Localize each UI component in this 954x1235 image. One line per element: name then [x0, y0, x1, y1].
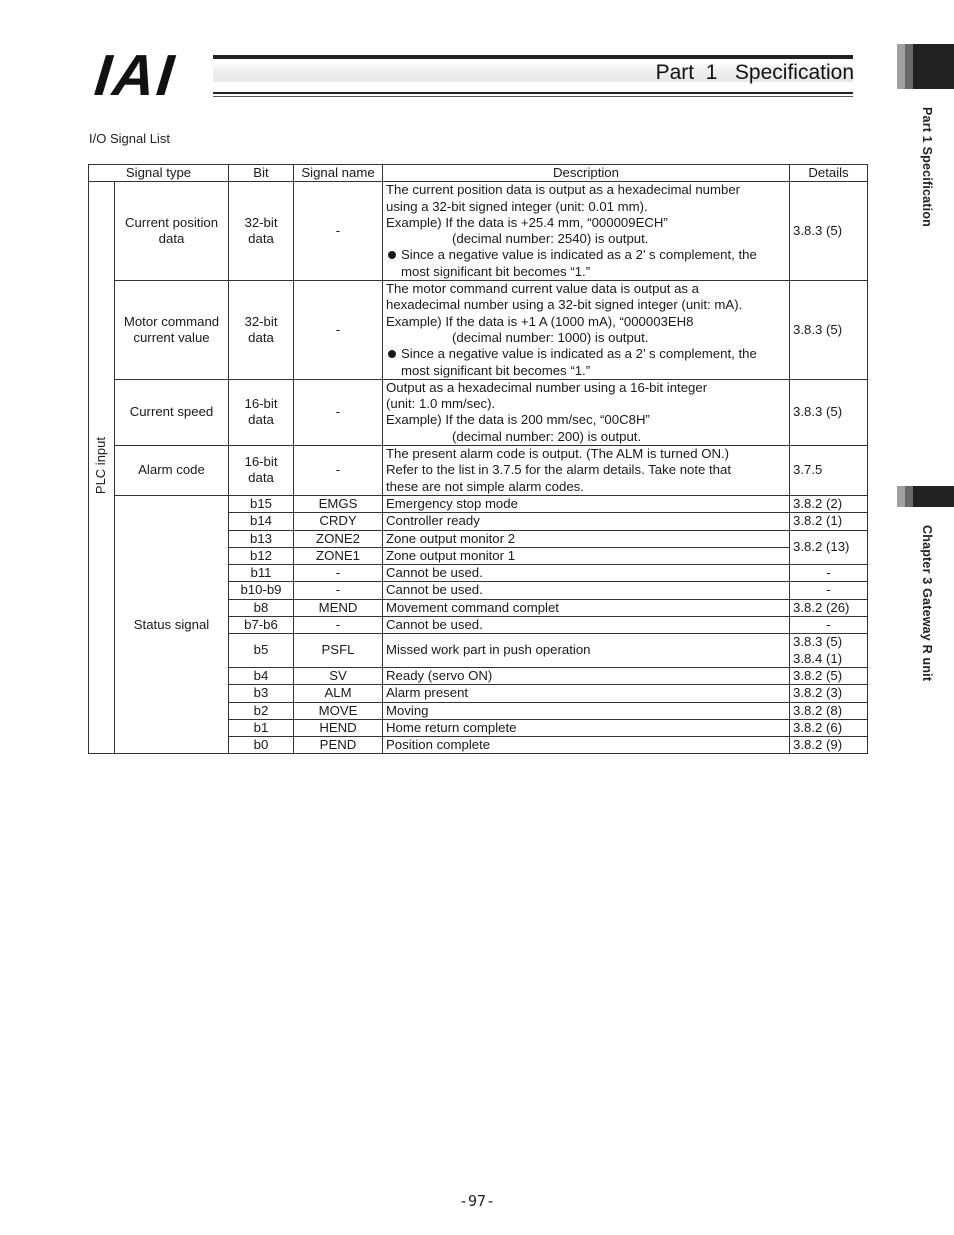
details-cell: 3.7.5 — [790, 446, 868, 496]
io-signal-table — [88, 164, 868, 754]
details-cell: 3.8.2 (2) — [790, 495, 868, 512]
signal-name-cell: - — [294, 565, 383, 582]
signal-type-cell: Current position data — [115, 182, 229, 281]
signal-type-cell-status: Status signal — [115, 495, 229, 753]
details-cell: 3.8.2 (6) — [790, 719, 868, 736]
signal-name-cell: - — [294, 281, 383, 380]
side-tab-marker-part — [897, 44, 954, 89]
details-cell: 3.8.2 (5) — [790, 667, 868, 684]
signal-name-cell: - — [294, 582, 383, 599]
signal-name-cell: - — [294, 617, 383, 634]
signal-name-cell: EMGS — [294, 495, 383, 512]
details-cell: 3.8.3 (5) 3.8.4 (1) — [790, 634, 868, 668]
bit-cell: b5 — [229, 634, 294, 668]
bit-cell: b8 — [229, 599, 294, 616]
header-rule-bottom — [213, 92, 853, 94]
description-cell: Movement command complet — [383, 599, 790, 616]
description-cell: The current position data is output as a hexadecimal number using a 32-bit signed integer (unit: 0.01 mm). Example) If the data is +25.4 mm, “000009ECH” (decimal number: 2540) is output. Since a negative value is indicated as a 2’ s complement, the most significant bit becomes “1.” — [383, 182, 790, 281]
table-row — [89, 379, 868, 445]
description-cell: Cannot be used. — [383, 565, 790, 582]
page-number: -97- — [458, 1192, 496, 1210]
signal-name-cell: - — [294, 182, 383, 281]
bullet-icon — [388, 350, 396, 358]
table-row — [89, 495, 868, 512]
side-tab-part-label: Part 1 Specification — [920, 107, 934, 228]
signal-type-cell: Motor command current value — [115, 281, 229, 380]
bit-cell: 16-bit data — [229, 379, 294, 445]
signal-name-cell: CRDY — [294, 513, 383, 530]
table-row — [89, 281, 868, 380]
bit-cell: b12 — [229, 547, 294, 564]
details-cell: 3.8.3 (5) — [790, 182, 868, 281]
description-cell: Cannot be used. — [383, 617, 790, 634]
signal-name-cell: PSFL — [294, 634, 383, 668]
header-signal-name: Signal name — [294, 165, 383, 182]
details-cell: 3.8.3 (5) — [790, 379, 868, 445]
description-cell: Cannot be used. — [383, 582, 790, 599]
iai-logo: IAI — [91, 43, 179, 108]
signal-name-cell: - — [294, 446, 383, 496]
signal-name-cell: SV — [294, 667, 383, 684]
description-cell: Emergency stop mode — [383, 495, 790, 512]
bit-cell: 32-bit data — [229, 281, 294, 380]
description-cell: Ready (servo ON) — [383, 667, 790, 684]
signal-name-cell: PEND — [294, 737, 383, 754]
description-cell: Alarm present — [383, 685, 790, 702]
description-cell: Zone output monitor 1 — [383, 547, 790, 564]
bullet-icon — [388, 251, 396, 259]
page-title: Part 1 Specification — [655, 61, 854, 84]
bit-cell: b1 — [229, 719, 294, 736]
header-signal-type: Signal type — [89, 165, 229, 182]
header-details: Details — [790, 165, 868, 182]
signal-type-cell: Alarm code — [115, 446, 229, 496]
bit-cell: b11 — [229, 565, 294, 582]
table-header-row — [89, 165, 868, 182]
bit-cell: b15 — [229, 495, 294, 512]
header-description: Description — [383, 165, 790, 182]
bit-cell: b10-b9 — [229, 582, 294, 599]
bit-cell: 16-bit data — [229, 446, 294, 496]
details-cell: 3.8.2 (9) — [790, 737, 868, 754]
bit-cell: b3 — [229, 685, 294, 702]
description-cell: Home return complete — [383, 719, 790, 736]
details-cell: 3.8.2 (8) — [790, 702, 868, 719]
signal-name-cell: ALM — [294, 685, 383, 702]
signal-name-cell: ZONE2 — [294, 530, 383, 547]
details-cell: 3.8.2 (1) — [790, 513, 868, 530]
group-label-plc-input: PLC input — [89, 182, 115, 754]
description-cell: Zone output monitor 2 — [383, 530, 790, 547]
table-row — [89, 446, 868, 496]
details-cell: 3.8.2 (13) — [790, 530, 868, 565]
signal-name-cell: MEND — [294, 599, 383, 616]
bit-cell: b0 — [229, 737, 294, 754]
description-cell: Missed work part in push operation — [383, 634, 790, 668]
signal-type-cell: Current speed — [115, 379, 229, 445]
signal-name-cell: - — [294, 379, 383, 445]
header-rule — [213, 55, 853, 59]
bit-cell: b14 — [229, 513, 294, 530]
bit-cell: b7-b6 — [229, 617, 294, 634]
description-cell: The motor command current value data is output as a hexadecimal number using a 32-bit signed integer (unit: mA). Example) If the data is +1 A (1000 mA), “000003EH8 (decimal number: 1000) is output. Since a negative value is indicated as a 2’ s complement, the most significant bit becomes “1.” — [383, 281, 790, 380]
description-cell: Position complete — [383, 737, 790, 754]
description-cell: The present alarm code is output. (The ALM is turned ON.) Refer to the list in 3.7.5 for the alarm details. Take note that these are not simple alarm codes. — [383, 446, 790, 496]
table-row — [89, 182, 868, 281]
side-tab-chapter-label: Chapter 3 Gateway R unit — [920, 525, 934, 682]
side-tab-marker-chapter — [897, 486, 954, 507]
description-cell: Output as a hexadecimal number using a 16-bit integer (unit: 1.0 mm/sec). Example) If the data is 200 mm/sec, “00C8H” (decimal number: 200) is output. — [383, 379, 790, 445]
description-cell: Controller ready — [383, 513, 790, 530]
description-cell: Moving — [383, 702, 790, 719]
bit-cell: 32-bit data — [229, 182, 294, 281]
details-cell: - — [790, 565, 868, 582]
details-cell: 3.8.3 (5) — [790, 281, 868, 380]
signal-name-cell: ZONE1 — [294, 547, 383, 564]
bit-cell: b2 — [229, 702, 294, 719]
header-rule-bottom-thin — [213, 96, 853, 97]
bit-cell: b4 — [229, 667, 294, 684]
header-bit: Bit — [229, 165, 294, 182]
details-cell: - — [790, 582, 868, 599]
signal-name-cell: HEND — [294, 719, 383, 736]
bit-cell: b13 — [229, 530, 294, 547]
details-cell: 3.8.2 (3) — [790, 685, 868, 702]
details-cell: - — [790, 617, 868, 634]
section-label: I/O Signal List — [89, 131, 170, 146]
signal-name-cell: MOVE — [294, 702, 383, 719]
details-cell: 3.8.2 (26) — [790, 599, 868, 616]
